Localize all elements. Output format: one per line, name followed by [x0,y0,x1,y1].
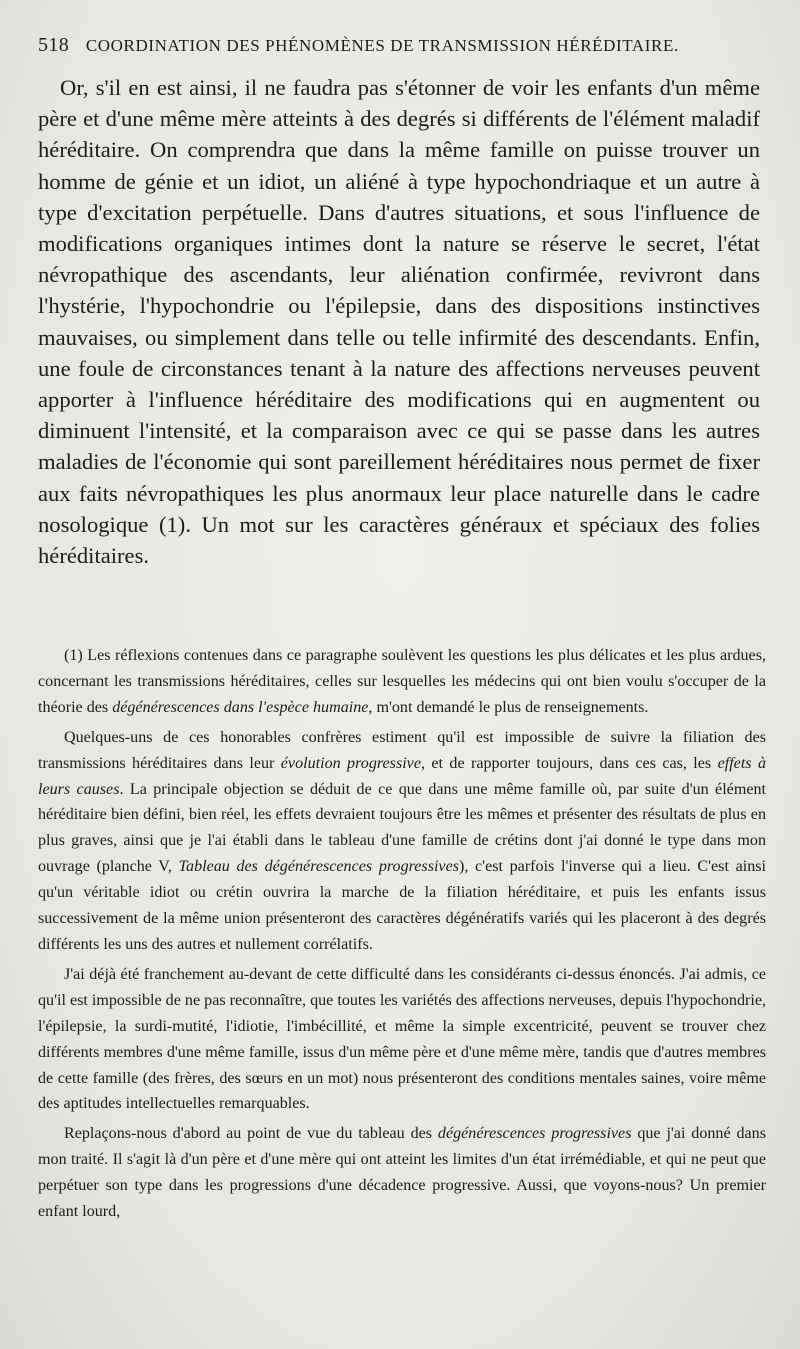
footnote-paragraph-1 [38,643,766,721]
footnote-paragraph-3: J'ai déjà été franchement au-devant de cette difficulté dans les considérants ci-dessus énoncés. J'ai admis, ce qu'il est impossible de ne pas reconnaître, que toutes les variétés des affections nerveuses, depuis l'hypochondrie, l'épilepsie, la surdi-mutité, l'idiotie, l'imbécillité, et même la simple excentricité, peuvent se trouver chez différents membres d'une même famille, issus d'un même père et d'une même mère, tandis que d'autres membres de cette famille (des frères, des sœurs en un mot) nous présenteront des conditions mentales saines, voire même des aptitudes intellectuelles remarquables. [38,965,766,1113]
footnote-text: (1) Les réflexions contenues dans ce paragraphe soulèvent les questions les plus délicates et les plus ardues, concernant les transmissions héréditaires, celles sur lesquelles les médecins qui ont bien voulu s'occuper de la théorie des [38,647,766,716]
running-header [38,34,768,57]
footnote-italic: dégénérescences dans l'espèce humaine [112,698,369,716]
footnote-text: Replaçons-nous d'abord au point de vue du tableau des [64,1125,438,1143]
running-title: COORDINATION DES PHÉNOMÈNES DE TRANSMISSION HÉRÉDITAIRE. [85,36,679,55]
footnote-block [38,643,766,1229]
main-paragraph-text: Or, s'il en est ainsi, il ne faudra pas s'étonner de voir les enfants d'un même père et d'une même mère atteints à des degrés si différents de l'élément maladif héréditaire. On comprendra que dans la même famille on puisse trouver un homme de génie et un idiot, un aliéné à type hypochondriaque et un autre à type d'excitation perpétuelle. Dans d'autres situations, et sous l'influence de modifications organiques intimes dont la nature se réserve le secret, l'état névropathique des ascendants, leur aliénation confirmée, revivront dans l'hystérie, l'hypochondrie ou l'épilepsie, dans des dispositions instinctives mauvaises, ou simplement dans telle ou telle infirmité des descendants. Enfin, une foule de circonstances tenant à la nature des affections nerveuses peuvent apporter à l'influence héréditaire des modifications qui en augmentent ou diminuent l'intensité, et la comparaison avec ce qui se passe dans les autres maladies de l'économie qui sont pareillement héréditaires nous permet de fixer aux faits névropathiques les plus anormaux leur place naturelle dans le cadre nosologique [38,75,760,537]
footnote-text: , m'ont demandé le plus de renseignements. [368,698,649,716]
footnote-text: . La principale objection se déduit de ce que dans une même famille où, par suite d'un élément héréditaire bien défini, bien réel, les effets devraient toujours être les mêmes et présenter des résultats de plus en plus graves, ainsi que je l'ai établi dans le tableau d'une famille de crétins dont j'ai donné le type dans mon ouvrage (planche V, [38,780,766,876]
main-paragraph-end: . Un mot sur les caractères généraux et spéciaux des folies héréditaires. [38,511,760,569]
main-paragraph [38,72,760,571]
footnote-italic: dégénérescences progressives [437,1125,632,1143]
footnote-italic: évolution progressive [280,754,421,772]
footnote-text: que j'ai donné dans mon traité. Il s'agit là d'un père et d'une mère qui ont atteint les limites d'un état irrémédiable, et qui ne peut que perpétuer son type dans les progressions d'une décadence progressive. Aussi, que voyons-nous? Un premier enfant lourd, [38,1125,766,1221]
main-text [38,72,760,571]
page-number: 518 [38,34,70,56]
footnote-italic: Tableau des dégénérescences progressives [178,858,459,876]
footnote-text: , et de rapporter toujours, dans ces cas, les [420,754,718,772]
footnote-text: Quelques-uns de ces honorables confrères estiment qu'il est impossible de suivre la filiation des transmissions héréditaires dans leur [38,728,766,772]
footnote-paragraph-2 [38,725,766,958]
footnote-text: ), c'est parfois l'inverse qui a lieu. C'est ainsi qu'un véritable idiot ou crétin ouvrira la marche de la filiation héréditaire, et puis les enfants issus successivement de la même union présenteront des caractères dégénératifs variés qui les placeront à des degrés différents les uns des autres et nullement corrélatifs. [38,858,766,953]
footnote-paragraph-4 [38,1121,766,1225]
footnote-reference: (1) [158,511,186,537]
footnote-italic: effets à leurs causes [38,754,766,798]
